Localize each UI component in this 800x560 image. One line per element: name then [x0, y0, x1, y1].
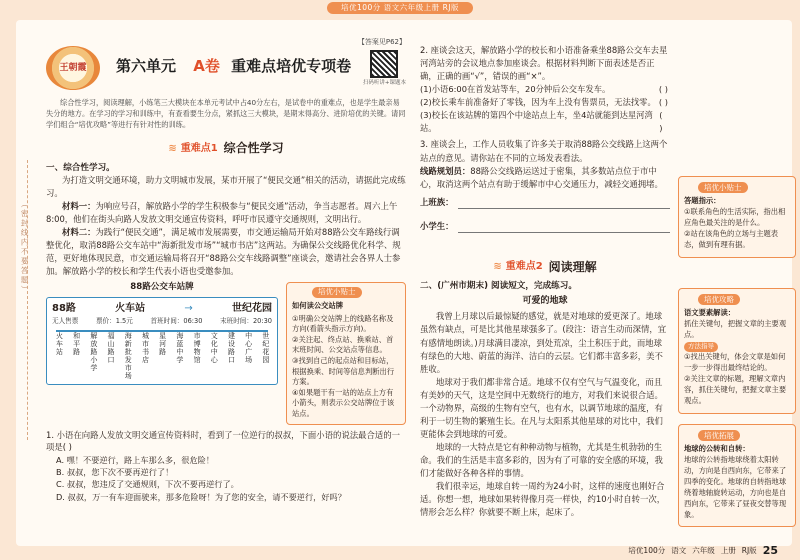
top-banner: [0, 0, 800, 16]
tip-subtitle: 如何读公交站牌: [292, 301, 344, 311]
passage-title: 可爱的地球: [522, 296, 568, 307]
sidebar-text: （密封线内不要答题）: [20, 200, 30, 295]
tip-title: 培优攻略: [698, 294, 740, 305]
tip-lead: 抓住关键句，把握文章的主要观点。: [684, 319, 787, 340]
tip-subtitle: 语文要素解读：: [684, 308, 736, 318]
planner-context: [420, 165, 670, 191]
section-tag: 重难点1: [180, 142, 218, 154]
tip-box-strategy: [678, 288, 796, 414]
answer-office-worker: [420, 197, 670, 209]
right-column: [420, 44, 670, 519]
footer-grade: 六年级: [692, 545, 715, 555]
section-heading-2: [420, 259, 670, 275]
footer-term: 上册: [720, 545, 736, 555]
stop-name: 解放路小学: [89, 332, 98, 373]
part-title: 一、综合性学习。: [46, 162, 115, 173]
answer-pupil: [420, 221, 670, 233]
footer-subject: 语文: [671, 545, 687, 555]
speaker-label: 上班族：: [420, 197, 454, 208]
intro-text: 综合性学习，阅读理解，小练笔三大模块在本单元考试中占40分左右，是试卷中的重难点，也是学生最亲易失分的地方。在学习的学习和训练中，有查看要生分点，紧抓这三大模块，是期末得高分、进阶培优的关键。请同学们组合“培优攻略”等进行有针对性的训练。: [46, 98, 406, 129]
question-2: 2. 座谈会这天，解放路小学的校长和小语准备乘坐88路公交车去星河湾站旁的会议地点参加座谈会。根据材料判断下面表述是否正确，正确的画“√”，错误的画“×”。: [420, 45, 668, 82]
side-column: [678, 44, 796, 537]
stop-list: [52, 332, 272, 380]
stop-name: 中心广场: [244, 332, 253, 365]
top-banner-text: 培优100分 语文六年级上册 RJ版: [327, 2, 473, 14]
page-number: 25: [762, 543, 778, 557]
answer-line[interactable]: [458, 197, 671, 209]
question-3: 3. 座谈会上，工作人员收集了许多关于取消88路公交线路上这两个站点的意见。请你站在不同的立场发表看法。: [420, 139, 668, 163]
stop-name: 文化中心: [210, 332, 219, 365]
tip-box-answer: [678, 176, 796, 258]
section-tag: 重难点2: [505, 260, 543, 272]
route-to: 世纪花园: [231, 302, 272, 314]
footer: [0, 544, 800, 558]
tip-box-bus: [286, 282, 406, 424]
stop-name: 海蓝中学: [175, 332, 184, 365]
qr-code-icon[interactable]: [370, 50, 398, 78]
bus-meta: [52, 317, 272, 326]
answer-bracket[interactable]: ( ): [659, 109, 663, 133]
tip-text: 地球的公转指地球绕着太阳转动，方向是自西向东，它带来了四季的变化。地球的自转指地球绕着地轴旋转运动，方向也是自西向东，它带来了昼夜交替等现象。: [684, 454, 787, 519]
seller: 无人售票: [52, 317, 79, 326]
speaker-label: 小学生：: [420, 221, 454, 232]
stop-name: 建设路口: [227, 332, 236, 365]
tip-box-extension: [678, 424, 796, 528]
first-bus: 首班时间：06:30: [150, 317, 203, 326]
tip-title: 培优小贴士: [312, 287, 362, 298]
option-a[interactable]: A. 嘿！不要逆行，路上车那么多，很危险！: [56, 454, 215, 465]
material-text: 为践行“便民交通”，满足城市发展需要，市交通运输局开始对88路公交车路线行调整优化，取消88路公交车站中“海新批发市场”“城市书店”这两站。为确保公交线路优化科学、规范，更好地体现民意，市交通运输局将召开“88路公交车线路调整”座谈会，邀请社会各界人士参加。解放路小学的校长和学生代表小语也受邀参加。: [46, 227, 401, 277]
header: [46, 38, 406, 92]
binding-margin: [16, 160, 32, 440]
stop-name: 星河路: [158, 332, 167, 357]
footer-series: 培优100分: [628, 545, 666, 555]
sub-question: (1)小语6:00在首发站等车，20分钟后公交车发车。: [420, 84, 611, 95]
zigzag-icon: ≋: [168, 142, 175, 154]
tip-item: ①找出关键句，体会文章是如何一步一步得出最终结论的。: [684, 351, 786, 372]
material-label: 材料一：: [62, 201, 96, 212]
left-column: [46, 38, 406, 503]
last-bus: 末班时间：20:30: [220, 317, 272, 326]
stop-name: 海新批发市场: [124, 332, 133, 381]
paper-label: A卷: [193, 57, 220, 75]
material-1: [46, 200, 406, 226]
stop-name: 火车站: [55, 332, 64, 357]
page-title: [116, 56, 351, 76]
question-1: 1. 小语在向路人发放文明交通宣传资料时，看到了一位逆行的叔叔，下面小语的说法最合适的一项是( ): [46, 429, 401, 453]
stop-name: 市博物馆: [193, 332, 202, 365]
tip-item: ④如果题干有一站的站点上方有小箭头，则表示公交站牌位于该站点。: [292, 387, 395, 418]
tip-item: ②关注文章的标题，理解文章内容，抓住关键句，把握文章主要观点。: [684, 373, 787, 405]
passage-paragraph: 地球对于我们都非常合适。地球不仅有空气与气温变化，而且有美妙的天气，这是空间中无数绕行的地方，对我们来说很合适。一个动物界，高级的生物有空气，也有水，以调节地球的温度，有利于一切生物的繁殖生长。在凡与太阳系其他星球的对比中，我们更能体会到地球的可爱。: [420, 376, 663, 439]
tip-title: 培优小贴士: [698, 182, 748, 193]
tip-item: ②站在该角色的立场与主题表态，做到有理有据。: [684, 229, 779, 249]
cut-line: [27, 160, 28, 440]
sub-question: (2)校长乘车前准备好了零钱，因为车上没有售票员，无法找零。: [420, 96, 656, 107]
route-from: 火车站: [115, 302, 146, 314]
material-text: 为响应号召，解放路小学的学生积极参与“便民交通”活动，争当志愿者。周六上午8:00，他们在街头向路人发放文明交通宣传资料，呼吁市民遵守交通规则，文明出行。: [46, 201, 398, 225]
logo-text: 王朝霞: [59, 62, 87, 73]
question-2-1: [420, 83, 670, 96]
answer-reference: 【答案见P62】: [357, 38, 406, 46]
passage-paragraph: 地球的一大特点是它有种种动物与植物，尤其是生机勃勃的生命。我们的生活是丰富多彩的，因为有了可靠的安全感的环境，我们才能做好各种各样的事情。: [420, 441, 663, 478]
stop-name: 和平路: [72, 332, 81, 357]
stop-name: 世纪花园: [261, 332, 270, 365]
worksheet: [16, 20, 792, 546]
section-heading-1: [46, 140, 406, 156]
fare: 票价：1.5元: [95, 317, 133, 326]
section-name: 综合性学习: [223, 141, 284, 156]
tip-subtitle: 地球的公转和自转：: [684, 443, 750, 453]
option-d[interactable]: D. 叔叔，万一有车迎面驶来，那多危险呀！为了您的安全，请不要逆行，好吗？: [56, 491, 346, 502]
answer-bracket[interactable]: ( ): [658, 96, 668, 107]
passage-paragraph: 我们很幸运，地球自转一周约为24小时，这样的速度也刚好合适。你想一想，地球如果转得像月亮一样快，约10小时自转一次，情形会怎么样？你就要不断上床，起床了。: [420, 480, 666, 517]
material-label: 材料二：: [62, 227, 96, 238]
bus-sign: [46, 282, 278, 424]
option-b[interactable]: B. 叔叔，您下次不要再逆行了！: [56, 467, 174, 478]
context-text: 88路公交线路运送过于密集，其多数站点位于市中心，取消这两个站点有助于缓解市中心交通压力，减轻交通拥堵。: [420, 165, 663, 189]
brand-logo: [46, 46, 100, 90]
bus-route: [52, 302, 272, 316]
question-2-3: [420, 109, 670, 135]
tip-item: ③找到自己的起点站和目标站，根据换乘、时间等信息判断出行方案。: [292, 356, 395, 387]
footer-edition: RJ版: [741, 545, 757, 555]
qr-caption: 扫码听讲+课题本: [362, 80, 406, 86]
bus-area: [46, 282, 406, 424]
route-number: 88路: [52, 302, 76, 314]
stop-name: 福山路口: [107, 332, 116, 365]
arrow-right-icon: →: [184, 302, 193, 314]
part-title: 二、(广州市期末) 阅读短文，完成练习。: [420, 280, 577, 291]
option-c[interactable]: C. 叔叔，您违反了交通规则，下次不要再逆行了。: [56, 479, 239, 490]
tip-title: 培优拓展: [698, 430, 740, 441]
tip-item: ②关注起、终点站、换乘站、首末班时间、公交站点等信息。: [292, 334, 394, 355]
zigzag-icon: ≋: [493, 260, 500, 272]
stop-name: 城市书店: [141, 332, 150, 365]
answer-line[interactable]: [458, 221, 671, 233]
tip-item: ①明确公交站牌上的线路名称及方向(看箭头指示方向)。: [292, 313, 394, 334]
material-2: [46, 226, 406, 278]
question-2-2: [420, 96, 670, 109]
answer-bracket[interactable]: ( ): [658, 84, 668, 95]
part-intro: 为打造文明交通环境，助力文明城市发展，某市开展了“便民交通”相关的活动，请据此完成练习。: [46, 175, 406, 199]
bus-card: [46, 297, 278, 385]
tip-subtitle: 答题指示：: [684, 196, 721, 206]
unit-label: 第六单元: [116, 57, 177, 75]
sub-question: (3)校长在该站牌的第四个中途站点上车，坐4站就能到达星河湾站。: [420, 109, 653, 133]
bus-sign-title: 88路公交车站牌: [130, 282, 194, 293]
section-name: 阅读理解: [548, 259, 597, 274]
method-badge: 方法指导: [684, 342, 718, 352]
paper-title: 重难点培优专项卷: [231, 57, 352, 75]
context-label: 线路规划员：: [420, 165, 471, 176]
tip-item: ①联系角色的生活实际，指出相应角色最关注的是什么。: [684, 207, 786, 228]
passage-paragraph: 我曾上月球以后最惊疑的感觉，就是对地球的爱更深了。地球虽然有缺点，可是比其他星球强多了。(段注：语言生动而深情，宜有感情地朗读。)月球满目凄凉，到处荒凉，尘土积压于此，而地球有绿色的大地、蔚蓝的海洋、洁白的云层。它们都丰富多彩，美不胜收。: [420, 311, 667, 374]
